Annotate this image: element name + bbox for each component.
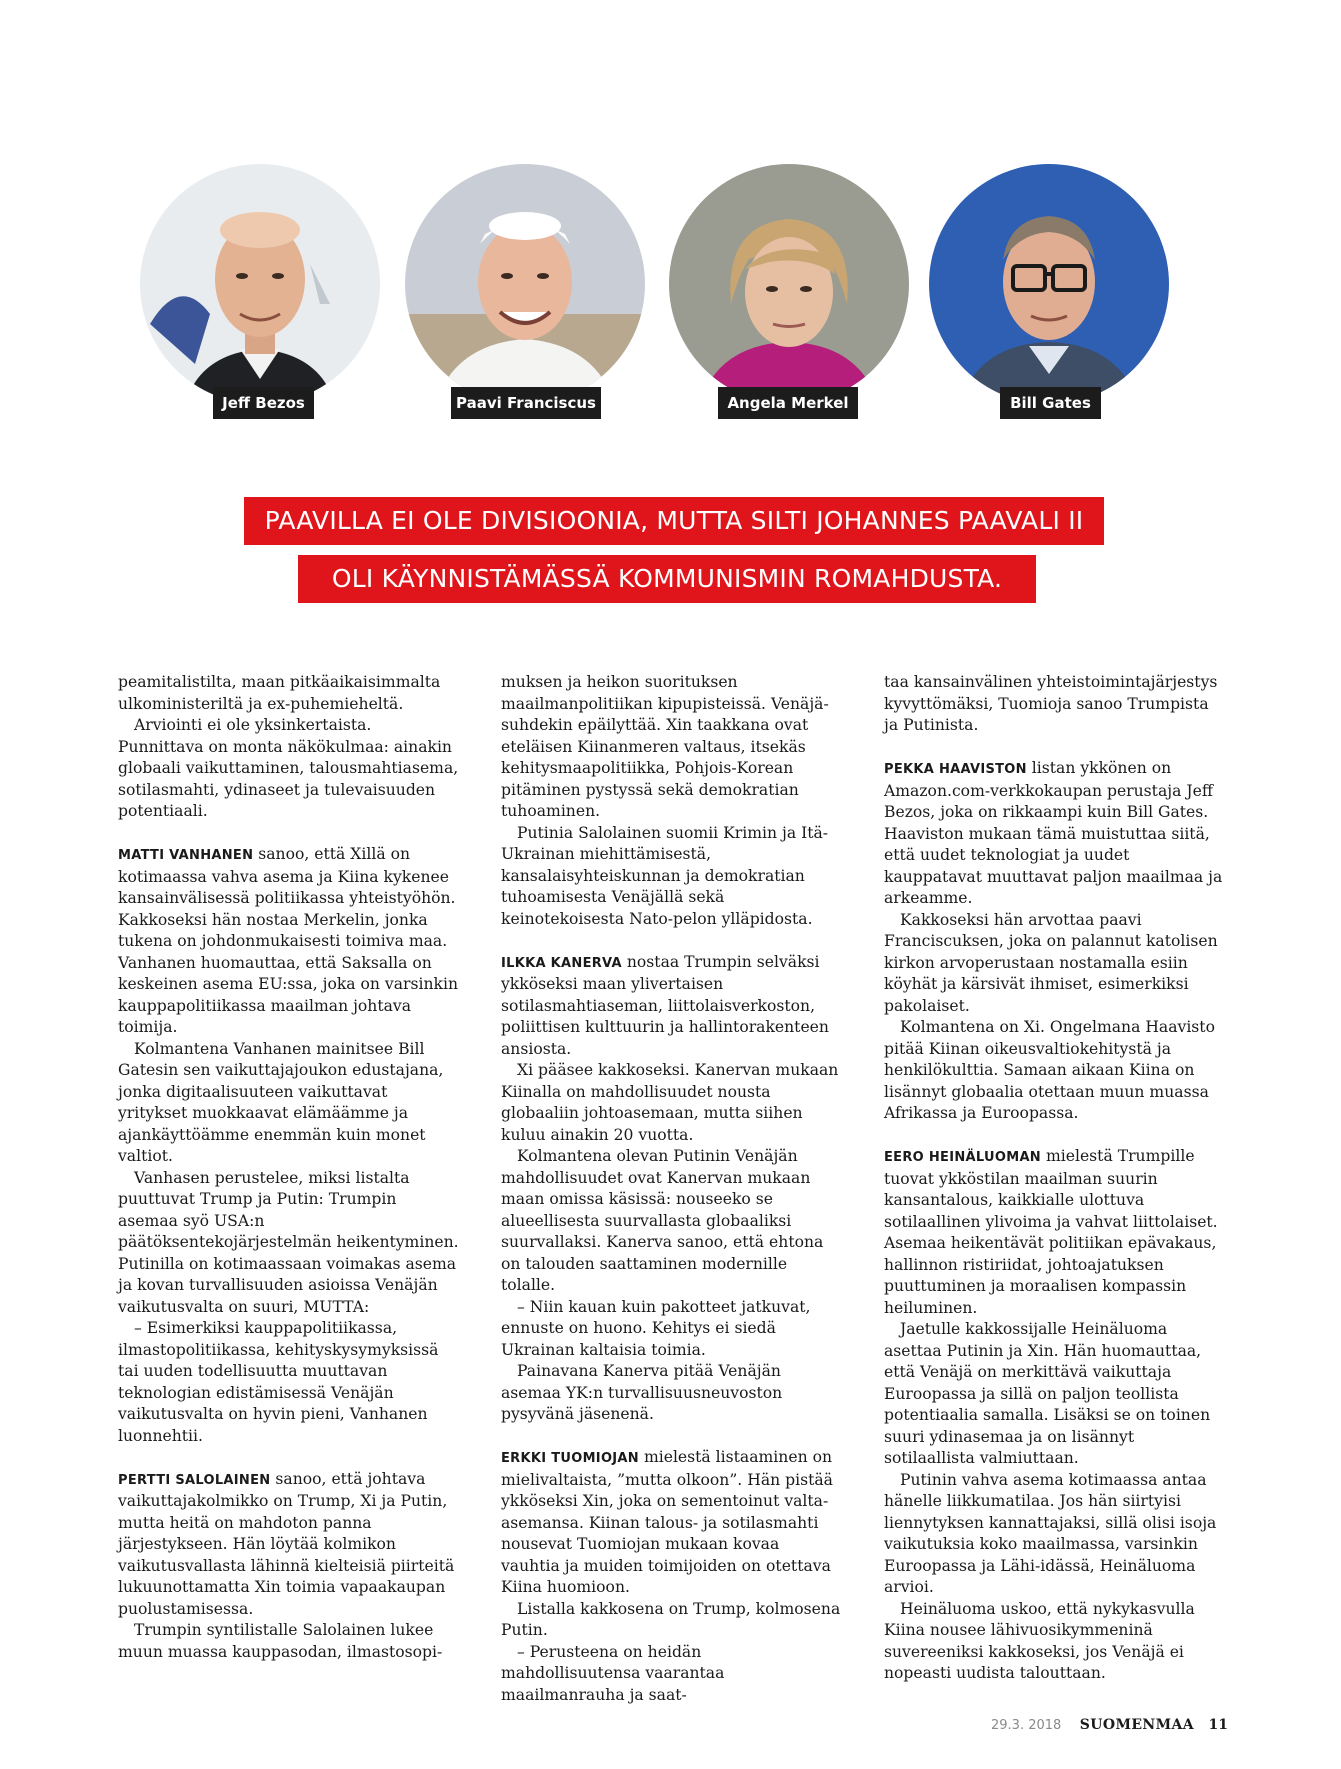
publication-name: SUOMENMAA <box>1079 1717 1195 1733</box>
paragraph: Heinäluoma uskoo, että nykykasvulla Kiina nousee lähivuosikymmeninä suvereeniksi kakkoseksi, jos Venäjä ei nopeasti uudista talouttaan. <box>884 1599 1195 1682</box>
interviewee-name: ILKKA KANERVA <box>501 955 622 971</box>
pull-quote-line-2: OLI KÄYNNISTÄMÄSSÄ KOMMUNISMIN ROMAHDUSTA. <box>298 555 1036 603</box>
paragraph: – Perusteena on heidän mahdollisuutensa vaarantaa maailmanrauha ja saat- <box>501 1642 725 1704</box>
paragraph: PERTTI SALOLAINEN sanoo, että johtava vaikuttajakolmikko on Trump, Xi ja Putin, mutta heitä on mahdoton panna järjestykseen. Hän löytää kolmikon vaikutusvallasta lähinnä kielteisiä piirteitä lukuunottamatta Xin toimia vapaakaupan puolustamisessa. <box>118 1469 455 1618</box>
portrait-row <box>0 0 1341 440</box>
angela-merkel-photo <box>669 164 909 404</box>
jeff-bezos-photo <box>140 164 380 404</box>
page-footer <box>991 1717 1228 1733</box>
paragraph: Xi pääsee kakkoseksi. Kanervan mukaan Kiinalla on mahdollisuudet nousta globaaliin johtoasemaan, mutta siihen kuluu ainakin 20 vuotta. <box>501 1061 839 1144</box>
paragraph: Trumpin syntilistalle Salolainen lukee muun muassa kauppasodan, ilmastosopi- <box>118 1621 443 1661</box>
interviewee-name: MATTI VANHANEN <box>118 848 254 863</box>
paragraph: – Niin kauan kuin pakotteet jatkuvat, ennuste on huono. Kehitys ei siedä Ukrainan kaltaisia toimia. <box>501 1297 811 1359</box>
paragraph: Painavana Kanerva pitää Venäjän asemaa YK:n turvallisuusneuvoston pysyvänä jäsenenä. <box>501 1362 783 1423</box>
interviewee-name: EERO HEINÄLUOMAN <box>884 1150 1041 1165</box>
paragraph: PEKKA HAAVISTON listan ykkönen on Amazon.com-verkkokaupan perustaja Jeff Bezos, joka on rikkaampi kuin Bill Gates. Haaviston mukaan tämä muistuttaa siitä, että uudet teknologiat ja uudet kauppatavat muuttavat paljon maailmaa ja arkeamme. <box>884 759 1223 907</box>
paragraph: Listalla kakkosena on Trump, kolmosena Putin. <box>501 1599 841 1639</box>
name-label-bill-gates: Bill Gates <box>1000 387 1101 419</box>
interviewee-name: PEKKA HAAVISTON <box>884 762 1027 777</box>
paragraph: taa kansainvälinen yhteistoimintajärjestys kyvyttömäksi, Tuomioja sanoo Trumpista ja Putinista. <box>884 673 1218 734</box>
paragraph: muksen ja heikon suorituksen maailmanpolitiikan kipupisteissä. Venäjä-suhdekin epäilyttää. Xin taakkana ovat eteläisen Kiinanmeren valtaus, itsekäs kehitysmaapolitiikka, Pohjois-Korean pitäminen pystyssä sekä demokratian tuhoaminen. <box>501 673 829 820</box>
paragraph: Vanhasen perustelee, miksi listalta puuttuvat Trump ja Putin: Trumpin asemaa syö USA:n päätöksentekojärjestelmän heikentyminen. Putinilla on kotimaassaan voimakas asema ja kovan turvallisuuden asioissa Venäjän vaikutusvalta on suuri, MUTTA: <box>118 1168 459 1316</box>
paavi-franciscus-photo <box>405 164 645 404</box>
paragraph: Kolmantena on Xi. Ongelmana Haavisto pitää Kiinan oikeusvaltiokehitystä ja henkilökulttia. Samaan aikaan Kiina on lisännyt globaalia otettaan muun muassa Afrikassa ja Euroopassa. <box>884 1018 1215 1122</box>
paragraph: ERKKI TUOMIOJAN mielestä listaaminen on mielivaltaista, ”mutta olkoon”. Hän pistää ykköseksi Xin, joka on sementoinut valta-asemansa. Kiinan talous- ja sotilasmahti nousevat Tuomiojan mukaan kovaa vauhtia ja muiden toimijoiden on otettava Kiina huomioon. <box>501 1448 833 1596</box>
issue-date: 29.3. 2018 <box>991 1718 1062 1733</box>
paragraph: MATTI VANHANEN sanoo, että Xillä on kotimaassa vahva asema ja Kiina kykenee kansainvälisessä politiikassa yhteistyöhön. Kakkoseksi hän nostaa Merkelin, jonka tukena on johdonmukaisesti toimiva maa. Vanhanen huomauttaa, että Saksalla on keskeinen asema EU:ssa, joka on varsinkin kauppapolitiikassa maailman johtava toimija. <box>118 845 459 1036</box>
bill-gates-photo <box>929 164 1169 404</box>
paragraph: Arviointi ei ole yksinkertaista. Punnittava on monta näkökulmaa: ainakin globaali vaikuttaminen, talousmahtiasema, sotilasmahti, ydinaseet ja tulevaisuuden potentiaali. <box>118 716 459 820</box>
paragraph: Kolmantena olevan Putinin Venäjän mahdollisuudet ovat Kanervan mukaan maan omissa käsissä: nouseeko se alueellisesta suurvallasta globaaliksi suurvallaksi. Kanerva sanoo, että ehtona on talouden saattaminen modernille tolalle. <box>501 1147 824 1294</box>
paragraph: Jaetulle kakkossijalle Heinäluoma asettaa Putinin ja Xin. Hän huomauttaa, että Venäjä on merkittävä vaikuttaja Euroopassa ja sillä on paljon teollista potentiaalia samalla. Lisäksi se on toinen suuri ydinasemaa ja on lisännyt sotilaallista valmiuttaan. <box>884 1320 1211 1467</box>
interviewee-name: ERKKI TUOMIOJAN <box>501 1451 639 1466</box>
paragraph: Putinin vahva asema kotimaassa antaa hänelle liikkumatilaa. Jos hän siirtyisi liennytyksen kannattajaksi, sillä olisi isoja vaikutuksia koko maailmassa, varsinkin Euroopassa ja Lähi-idässä, Heinäluoma arvioi. <box>884 1470 1217 1596</box>
name-label-paavi-franciscus: Paavi Franciscus <box>451 387 601 419</box>
name-label-angela-merkel: Angela Merkel <box>718 387 858 419</box>
paragraph: EERO HEINÄLUOMAN mielestä Trumpille tuovat ykköstilan maailman suurin kansantalous, kaikkialle ulottuva sotilaallinen ylivoima ja vahvat liittolaiset. Asemaa heikentävät politiikan epävakaus, hallinnon ristiriidat, johtoajatuksen puuttuminen ja moraalisen kompassin heiluminen. <box>884 1147 1218 1317</box>
paragraph: ILKKA KANERVA nostaa Trumpin selväksi ykköseksi maan ylivertaisen sotilasmahtiaseman, liittolaisverkoston, poliittisen kulttuurin ja hallintorakenteen ansiosta. <box>501 952 829 1058</box>
name-label-jeff-bezos: Jeff Bezos <box>213 387 314 419</box>
interviewee-name: PERTTI SALOLAINEN <box>118 1472 271 1488</box>
paragraph: peamitalistilta, maan pitkäaikaisimmalta ulkoministeriltä ja ex-puhemieheltä. <box>118 673 441 713</box>
article-column-3 <box>884 672 1225 1685</box>
article-column-2 <box>501 672 842 1706</box>
paragraph: Putinia Salolainen suomii Krimin ja Itä-Ukrainan miehittämisestä, kansalaisyhteiskunnan ja demokratian tuhoamisesta Venäjällä sekä keinotekoisesta Nato-pelon ylläpidosta. <box>501 823 829 928</box>
page-number: 11 <box>1208 1717 1228 1733</box>
pull-quote-line-1: PAAVILLA EI OLE DIVISIOONIA, MUTTA SILTI JOHANNES PAAVALI II <box>244 497 1104 545</box>
paragraph: – Esimerkiksi kauppapolitiikassa, ilmastopolitiikassa, kehityskysymyksissä tai uuden todellisuutta muuttavan teknologian edistämisessä Venäjän vaikutusvalta on hyvin pieni, Vanhanen luonnehtii. <box>118 1319 439 1445</box>
article-column-1 <box>118 672 459 1663</box>
paragraph: Kakkoseksi hän arvottaa paavi Franciscuksen, joka on palannut katolisen kirkon arvoperustaan nostamalla esiin köyhät ja kärsivät ihmiset, esimerkiksi pakolaiset. <box>884 910 1218 1015</box>
paragraph: Kolmantena Vanhanen mainitsee Bill Gatesin sen vaikuttajajoukon edustajana, jonka digitaalisuuteen vaikuttavat yritykset muokkaavat elämäämme ja ajankäyttöämme enemmän kuin monet valtiot. <box>118 1039 444 1165</box>
